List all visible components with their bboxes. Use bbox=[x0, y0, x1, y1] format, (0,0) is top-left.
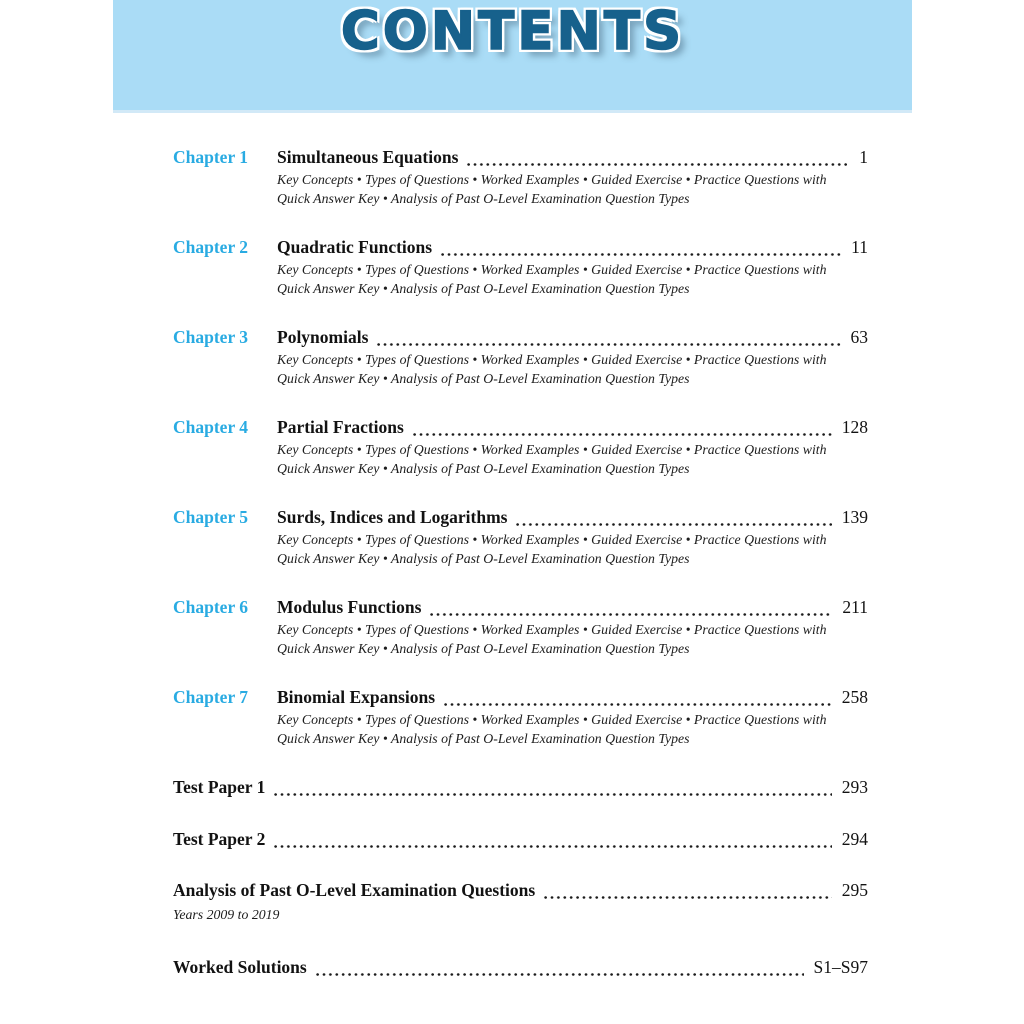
toc-entry-analysis bbox=[173, 879, 868, 924]
dot-leader bbox=[444, 700, 832, 706]
chapter-label: Chapter 7 bbox=[173, 687, 249, 707]
contents-title: CONTENTS bbox=[340, 1, 685, 62]
chapter-label: Chapter 3 bbox=[173, 327, 249, 347]
toc-entry-chapter-6 bbox=[173, 596, 868, 658]
toc-entry-chapter-1 bbox=[173, 146, 868, 208]
dot-leader bbox=[516, 520, 831, 526]
chapter-title: Surds, Indices and Logarithms bbox=[277, 507, 508, 527]
toc-entry-chapter-2 bbox=[173, 236, 868, 298]
page-number: 128 bbox=[841, 417, 868, 437]
section-title: Analysis of Past O-Level Examination Questions bbox=[173, 880, 536, 900]
chapter-description: Key Concepts • Types of Questions • Worked Examples • Guided Exercise • Practice Questions with Quick Answer Key • Analysis of Past O-Level Examination Question Types bbox=[277, 352, 827, 386]
chapter-title: Partial Fractions bbox=[277, 417, 404, 437]
chapter-title: Polynomials bbox=[277, 327, 369, 347]
dot-leader bbox=[467, 160, 849, 166]
dot-leader bbox=[274, 790, 831, 796]
toc-row bbox=[173, 416, 868, 439]
page-number: 211 bbox=[842, 597, 868, 617]
page-number: 294 bbox=[841, 829, 868, 849]
chapter-title: Simultaneous Equations bbox=[277, 147, 459, 167]
chapter-label: Chapter 5 bbox=[173, 507, 249, 527]
dot-leader bbox=[274, 842, 831, 848]
toc-entry-chapter-3 bbox=[173, 326, 868, 388]
page-number: 295 bbox=[841, 880, 868, 900]
chapter-label: Chapter 2 bbox=[173, 237, 249, 257]
toc-entry-test-paper-1 bbox=[173, 776, 868, 799]
contents-header-band bbox=[113, 0, 912, 113]
toc-entry-chapter-5 bbox=[173, 506, 868, 568]
dot-leader bbox=[377, 340, 840, 346]
chapter-description: Key Concepts • Types of Questions • Worked Examples • Guided Exercise • Practice Questions with Quick Answer Key • Analysis of Past O-Level Examination Question Types bbox=[277, 262, 827, 296]
page-number: 63 bbox=[850, 327, 868, 347]
page-number: 258 bbox=[841, 687, 868, 707]
chapter-title: Binomial Expansions bbox=[277, 687, 436, 707]
toc-entry-worked-solutions bbox=[173, 956, 868, 979]
chapter-label: Chapter 1 bbox=[173, 147, 249, 167]
chapter-label: Chapter 6 bbox=[173, 597, 249, 617]
section-title: Test Paper 2 bbox=[173, 829, 266, 849]
toc-entry-chapter-4 bbox=[173, 416, 868, 478]
chapter-description: Key Concepts • Types of Questions • Worked Examples • Guided Exercise • Practice Questions with Quick Answer Key • Analysis of Past O-Level Examination Question Types bbox=[277, 172, 827, 206]
chapter-description: Key Concepts • Types of Questions • Worked Examples • Guided Exercise • Practice Questions with Quick Answer Key • Analysis of Past O-Level Examination Question Types bbox=[277, 442, 827, 476]
toc-row bbox=[173, 879, 868, 902]
toc-row bbox=[173, 596, 868, 619]
dot-leader bbox=[544, 893, 832, 899]
dot-leader bbox=[316, 970, 804, 976]
toc-entry-chapter-7 bbox=[173, 686, 868, 748]
chapter-title: Quadratic Functions bbox=[277, 237, 433, 257]
chapter-description: Key Concepts • Types of Questions • Worked Examples • Guided Exercise • Practice Questions with Quick Answer Key • Analysis of Past O-Level Examination Question Types bbox=[277, 622, 827, 656]
chapter-label: Chapter 4 bbox=[173, 417, 249, 437]
dot-leader bbox=[430, 610, 832, 616]
page-number: S1–S97 bbox=[813, 957, 868, 977]
toc-row bbox=[173, 686, 868, 709]
page-number: 139 bbox=[841, 507, 868, 527]
chapter-title: Modulus Functions bbox=[277, 597, 422, 617]
section-title: Worked Solutions bbox=[173, 957, 307, 977]
chapter-description: Key Concepts • Types of Questions • Worked Examples • Guided Exercise • Practice Questions with Quick Answer Key • Analysis of Past O-Level Examination Question Types bbox=[277, 712, 827, 746]
chapter-description: Key Concepts • Types of Questions • Worked Examples • Guided Exercise • Practice Questions with Quick Answer Key • Analysis of Past O-Level Examination Question Types bbox=[277, 532, 827, 566]
page-number: 293 bbox=[841, 777, 868, 797]
toc-entry-test-paper-2 bbox=[173, 828, 868, 851]
toc-row bbox=[173, 146, 868, 169]
toc-row bbox=[173, 506, 868, 529]
dot-leader bbox=[441, 250, 841, 256]
dot-leader bbox=[413, 430, 832, 436]
section-title: Test Paper 1 bbox=[173, 777, 266, 797]
toc-row bbox=[173, 326, 868, 349]
table-of-contents bbox=[173, 146, 868, 979]
page-number: 11 bbox=[851, 237, 868, 257]
section-subtitle: Years 2009 to 2019 bbox=[173, 907, 280, 922]
page-number: 1 bbox=[859, 147, 868, 167]
toc-row bbox=[173, 236, 868, 259]
